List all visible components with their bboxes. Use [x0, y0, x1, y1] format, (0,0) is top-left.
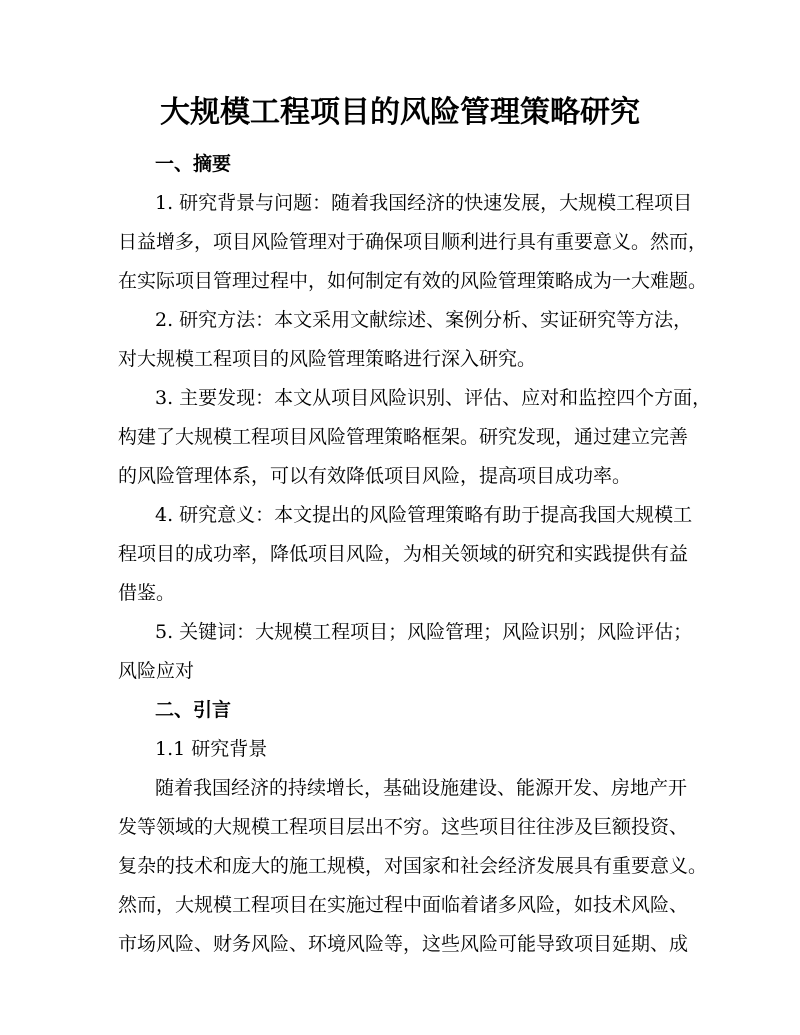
text-line: 在实际项目管理过程中，如何制定有效的风险管理策略成为一大难题。: [118, 270, 708, 292]
paragraph-significance: [118, 496, 693, 613]
section-heading-abstract: 一、摘要: [155, 153, 232, 175]
subsection-heading: 1.1 研究背景: [155, 738, 268, 760]
document-title: 大规模工程项目的风险管理策略研究: [160, 95, 640, 130]
text-line: 构建了大规模工程项目风险管理策略框架。研究发现，通过建立完善: [118, 426, 689, 448]
text-line: 借鉴。: [118, 582, 176, 604]
text-line: 1. 研究背景与问题：随着我国经济的快速发展，大规模工程项目: [155, 192, 693, 214]
text-line: 随着我国经济的持续增长，基础设施建设、能源开发、房地产开: [155, 777, 688, 799]
text-line: 发等领域的大规模工程项目层出不穷。这些项目往往涉及巨额投资、: [118, 816, 689, 838]
text-line: 市场风险、财务风险、环境风险等，这些风险可能导致项目延期、成: [118, 933, 689, 955]
text-line: 3. 主要发现：本文从项目风险识别、评估、应对和监控四个方面，: [155, 387, 712, 409]
text-line: 2. 研究方法：本文采用文献综述、案例分析、实证研究等方法，: [155, 309, 693, 331]
section-heading-introduction: 二、引言: [155, 699, 232, 721]
text-line: 4. 研究意义：本文提出的风险管理策略有助于提高我国大规模工: [155, 504, 693, 526]
paragraph-background: [118, 184, 708, 301]
text-line: 5. 关键词：大规模工程项目；风险管理；风险识别；风险评估；: [155, 621, 693, 643]
paragraph-method: [118, 301, 693, 379]
text-line: 日益增多，项目风险管理对于确保项目顺利进行具有重要意义。然而，: [118, 231, 708, 253]
paragraph-keywords: [118, 613, 693, 691]
paragraph-intro-background: [118, 769, 708, 964]
text-line: 复杂的技术和庞大的施工规模，对国家和社会经济发展具有重要意义。: [118, 855, 708, 877]
text-line: 程项目的成功率，降低项目风险，为相关领域的研究和实践提供有益: [118, 543, 689, 565]
document-body: [118, 145, 712, 964]
text-line: 然而，大规模工程项目在实施过程中面临着诸多风险，如技术风险、: [118, 894, 689, 916]
text-line: 风险应对: [118, 660, 195, 682]
text-line: 对大规模工程项目的风险管理策略进行深入研究。: [118, 348, 537, 370]
text-line: 的风险管理体系，可以有效降低项目风险，提高项目成功率。: [118, 465, 632, 487]
paragraph-findings: [118, 379, 712, 496]
